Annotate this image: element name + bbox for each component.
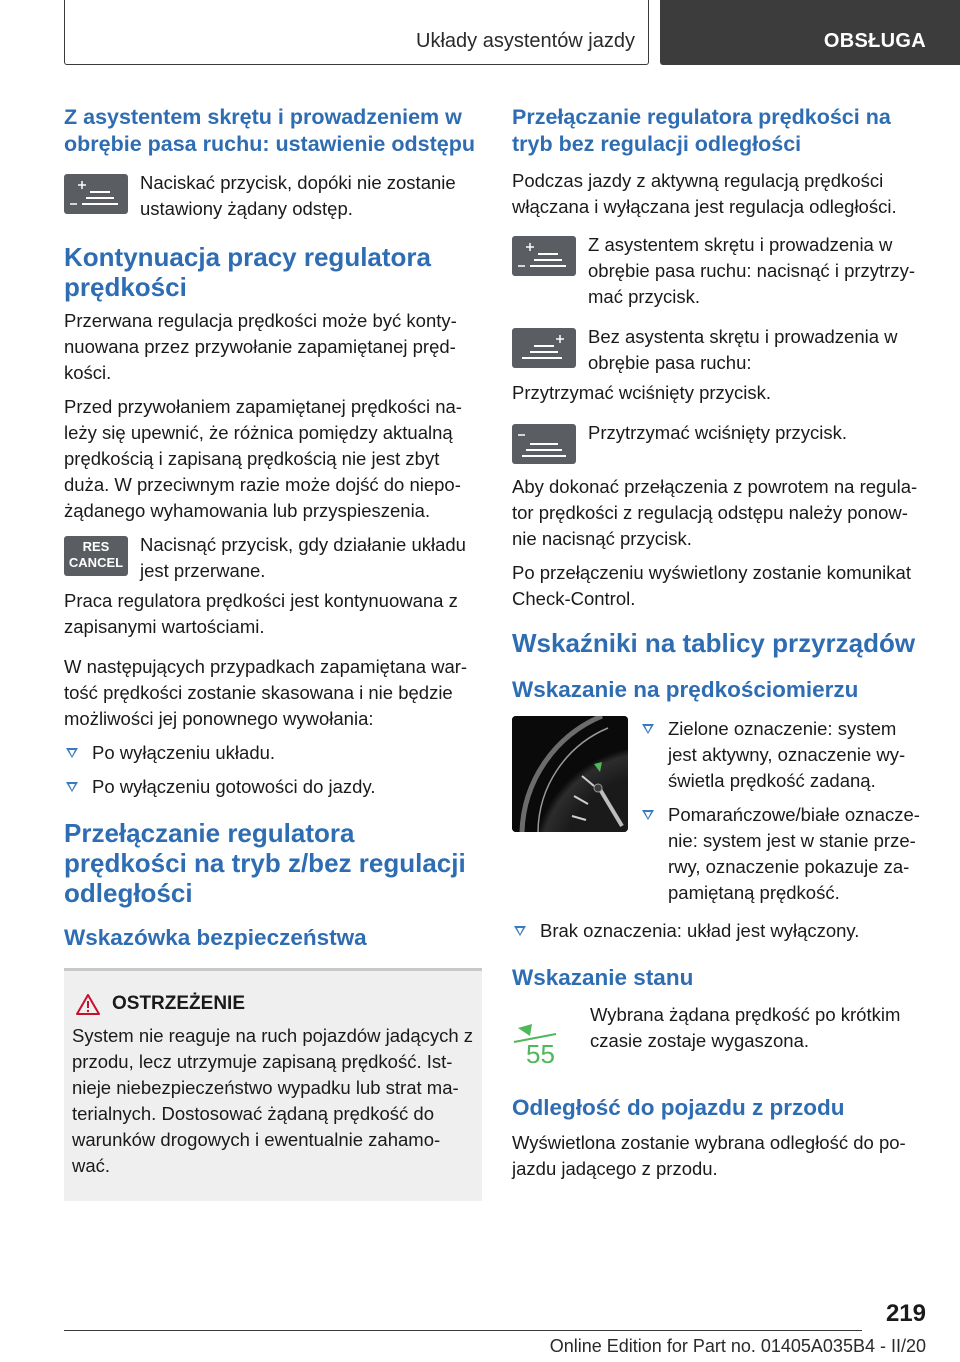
distance-button-icon-3 bbox=[512, 424, 576, 464]
resume-bullet-list bbox=[64, 740, 482, 800]
subheading-speedometer: Wskazanie na prędkościomierzu bbox=[512, 677, 859, 702]
page-number: 219 bbox=[885, 1300, 926, 1327]
header-section-title: Układy asystentów jazdy bbox=[416, 30, 635, 52]
mode-instruction-3-text: Przytrzymać wciśnięty przycisk. bbox=[588, 422, 848, 443]
section-heading-distance-setting: Z asystentem skrętu i prowadzeniem w obrębie pasa ruchu: ustawienie odstępu bbox=[64, 105, 475, 156]
warning-triangle-icon bbox=[76, 994, 100, 1015]
list-item: Pomarańczowe/białe oznacze-nie: system jest w stanie prze-rwy, oznaczenie pokazuje za-pamiętaną prędkość. bbox=[640, 802, 926, 906]
status-text: Wybrana żądana prędkość po krótkim czasie zostaje wygaszona. bbox=[590, 1004, 901, 1051]
list-item: Zielone oznaczenie: system jest aktywny, oznaczenie wy-świetla prędkość zadaną. bbox=[640, 716, 926, 794]
warning-title: OSTRZEŻENIE bbox=[112, 993, 246, 1014]
distance-button-icon-1 bbox=[512, 236, 576, 276]
resume-paragraph-4: W następujących przypadkach zapamiętana war-tość prędkości zostanie skasowana i nie będzie możliwości jej ponownego wywołania: bbox=[64, 656, 468, 729]
mode-paragraph-4: Po przełączeniu wyświetlony zostanie komunikat Check-Control. bbox=[512, 562, 911, 609]
section-heading-resume: Kontynuacja pracy regulatora prędkości bbox=[64, 242, 431, 302]
speedometer-bullet-list bbox=[640, 716, 926, 914]
resume-paragraph-2: Przed przywołaniem zapamiętanej prędkości na-leży się upewnić, że różnica pomiędzy aktualną prędkością i zapisaną prędkością nie jest zbyt duża. W przeciwnym razie może dojść do niepo-żądanego wyhamowania lub przyspieszenia. bbox=[64, 396, 462, 521]
resume-paragraph-3: Praca regulatora prędkości jest kontynuowana z zapisanymi wartościami. bbox=[64, 590, 458, 637]
res-icon-line2: CANCEL bbox=[68, 555, 124, 570]
res-cancel-text: Nacisnąć przycisk, gdy działanie układu jest przerwane. bbox=[140, 534, 466, 581]
mode-instruction-1-text: Z asystentem skrętu i prowadzenia w obrębie pasa ruchu: nacisnąć i przytrzy-mać przycisk. bbox=[588, 234, 915, 307]
bullet-triangle-icon bbox=[642, 724, 654, 734]
mode-instruction-2 bbox=[512, 324, 926, 376]
speedometer-block bbox=[512, 716, 926, 914]
bullet-triangle-icon bbox=[514, 926, 526, 936]
status-instruction bbox=[512, 1002, 926, 1072]
distance-paragraph: Wyświetlona zostanie wybrana odległość do po-jazdu jadącego z przodu. bbox=[512, 1132, 906, 1179]
distance-button-icon-2 bbox=[512, 328, 576, 368]
section-heading-indicators: Wskaźniki na tablicy przyrządów bbox=[512, 628, 916, 658]
list-item: Po wyłączeniu układu. bbox=[64, 740, 482, 766]
distance-button-instruction bbox=[64, 170, 482, 222]
list-item: Po wyłączeniu gotowości do jazdy. bbox=[64, 774, 482, 800]
mode-instruction-2-text: Bez asystenta skrętu i prowadzenia w obrębie pasa ruchu: bbox=[588, 326, 898, 373]
footer-divider bbox=[64, 1330, 862, 1331]
warning-text: System nie reaguje na ruch pojazdów jadących z przodu, lecz utrzymuje zapisaną prędkość. Ist-nieje niebezpieczeństwo wypadku lub strat ma-terialnych. Dostosować żądaną prędkość do warunków drogowych i ewentualnie zahamo-wać. bbox=[72, 1025, 474, 1176]
speedometer-off-list bbox=[512, 918, 926, 944]
subheading-safety-note: Wskazówka bezpieczeństwa bbox=[64, 925, 367, 950]
speedometer-image bbox=[512, 716, 628, 832]
warning-box bbox=[64, 968, 482, 1201]
subheading-distance-ahead: Odległość do pojazdu z przodu bbox=[512, 1095, 845, 1120]
footer-edition: Online Edition for Part no. 01405A035B4 - II/20 bbox=[549, 1336, 926, 1356]
subheading-status: Wskazanie stanu bbox=[512, 965, 694, 990]
right-column bbox=[512, 104, 926, 1190]
res-cancel-button-icon bbox=[64, 536, 128, 576]
set-speed-status-icon bbox=[512, 1016, 568, 1072]
mode-paragraph-1: Podczas jazdy z aktywną regulacją prędkości włączana i wyłączana jest regulacja odległości. bbox=[512, 170, 897, 217]
bullet-triangle-icon bbox=[66, 748, 78, 758]
bullet-triangle-icon bbox=[66, 782, 78, 792]
mode-instruction-3 bbox=[512, 420, 926, 464]
resume-paragraph-1: Przerwana regulacja prędkości może być konty-nuowana przez przywołanie zapamiętanej pręd-kości. bbox=[64, 310, 457, 383]
left-column bbox=[64, 104, 482, 1201]
header-chapter-tab bbox=[660, 0, 960, 65]
mode-instruction-1 bbox=[512, 232, 926, 310]
section-heading-no-distance-mode: Przełączanie regulatora prędkości na tryb bez regulacji odległości bbox=[512, 105, 891, 156]
res-icon-line1: RES bbox=[82, 539, 110, 554]
res-cancel-instruction bbox=[64, 532, 482, 584]
header-chapter-label: OBSŁUGA bbox=[823, 30, 926, 52]
set-speed-value: 55 bbox=[526, 1039, 555, 1069]
mode-paragraph-3: Aby dokonać przełączenia z powrotem na regula-tor prędkości z regulacją odstępu należy ponow-nie nacisnąć przycisk. bbox=[512, 476, 918, 549]
bullet-triangle-icon bbox=[642, 810, 654, 820]
distance-button-text: Naciskać przycisk, dopóki nie zostanie ustawiony żądany odstęp. bbox=[140, 172, 456, 219]
warning-title-row bbox=[72, 993, 474, 1015]
mode-paragraph-2: Przytrzymać wciśnięty przycisk. bbox=[512, 382, 772, 403]
distance-button-icon bbox=[64, 174, 128, 214]
section-heading-mode-switch: Przełączanie regulatora prędkości na tryb z/bez regulacji odległości bbox=[64, 818, 466, 908]
list-item: Brak oznaczenia: układ jest wyłączony. bbox=[512, 918, 926, 944]
